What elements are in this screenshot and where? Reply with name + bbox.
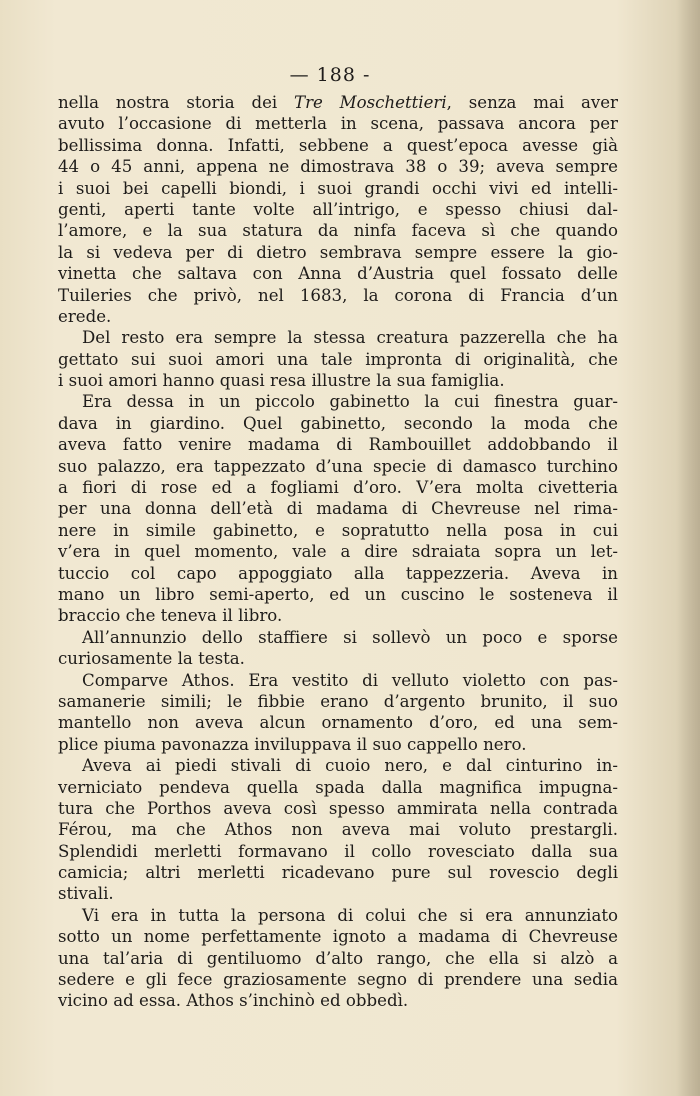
text-line: aveva fatto venire madama di Rambouillet addobbando il xyxy=(58,435,618,455)
text-line: Vi era in tutta la persona di colui che si era annunziato xyxy=(82,905,618,925)
text-line: All’annunzio dello staffiere si sollevò un poco e sporse xyxy=(82,627,618,647)
text-line: i suoi bei capelli biondi, i suoi grandi occhi vivi ed intelli- xyxy=(58,178,618,198)
text-line: Comparve Athos. Era vestito di velluto violetto con pas- xyxy=(82,670,618,690)
text-line: 44 o 45 anni, appena ne dimostrava 38 o 39; aveva sempre xyxy=(58,157,618,177)
text-line: nere in simile gabinetto, e sopratutto nella posa in cui xyxy=(58,520,618,540)
text-line: vinetta che saltava con Anna d’Austria quel fossato delle xyxy=(58,264,618,284)
text-line: erede. xyxy=(58,306,112,326)
text-line: dava in giardino. Quel gabinetto, secondo la moda che xyxy=(58,413,618,433)
text-line: braccio che teneva il libro. xyxy=(58,606,283,626)
text-line: bellissima donna. Infatti, sebbene a quest’epoca avesse già xyxy=(58,135,618,155)
text-line: i suoi amori hanno quasi resa illustre la sua famiglia. xyxy=(58,371,505,391)
text-line: stivali. xyxy=(58,884,114,904)
text-line: gettato sui suoi amori una tale impronta di originalità, che xyxy=(58,349,618,369)
text-line: mantello non aveva alcun ornamento d’oro, ed una sem- xyxy=(58,713,618,733)
text-line: avuto l’occasione di metterla in scena, passava ancora per xyxy=(58,114,618,134)
text-line: mano un libro semi-aperto, ed un cuscino le sosteneva il xyxy=(58,584,618,604)
page-number: — 188 - xyxy=(289,64,371,86)
page-edge-shadow xyxy=(676,0,700,1096)
text-line: Aveva ai piedi stivali di cuoio nero, e dal cinturino in- xyxy=(82,756,618,776)
text-line: per una donna dell’età di madama di Chevreuse nel rima- xyxy=(58,499,618,519)
text-line: Tuileries che privò, nel 1683, la corona di Francia d’un xyxy=(58,285,618,305)
text-line: plice piuma pavonazza inviluppava il suo cappello nero. xyxy=(58,734,527,754)
text-line: camicia; altri merletti ricadevano pure sul rovescio degli xyxy=(58,863,618,883)
text-line: sotto un nome perfettamente ignoto a madama di Chevreuse xyxy=(58,927,618,947)
text-line: curiosamente la testa. xyxy=(58,649,245,669)
text-line: Splendidi merletti formavano il collo rovesciato dalla sua xyxy=(58,841,618,861)
text-line: Férou, ma che Athos non aveva mai voluto prestargli. xyxy=(58,820,618,840)
body-text xyxy=(58,92,618,1012)
text-line: nella nostra storia dei Tre Moschettieri, senza mai aver xyxy=(58,93,618,112)
text-line: v’era in quel momento, vale a dire sdraiata sopra un let- xyxy=(58,542,618,562)
text-line: una tal’aria di gentiluomo d’alto rango, che ella si alzò a xyxy=(58,948,618,968)
text-line: sedere e gli fece graziosamente segno di prendere una sedia xyxy=(58,970,618,990)
text-line: genti, aperti tante volte all’intrigo, e spesso chiusi dal- xyxy=(58,199,618,219)
text-line: tura che Porthos aveva così spesso ammirata nella contrada xyxy=(58,798,618,818)
text-line: Del resto era sempre la stessa creatura pazzerella che ha xyxy=(82,328,618,348)
text-line: Era dessa in un piccolo gabinetto la cui finestra guar- xyxy=(82,392,618,412)
text-line: samanerie simili; le fibbie erano d’argento brunito, il suo xyxy=(58,691,618,711)
text-line: l’amore, e la sua statura da ninfa faceva sì che quando xyxy=(58,221,618,241)
text-line: suo palazzo, era tappezzato d’una specie di damasco turchino xyxy=(58,456,618,476)
text-line: vicino ad essa. Athos s’inchinò ed obbedì. xyxy=(58,991,409,1011)
text-line: la si vedeva per di dietro sembrava sempre essere la gio- xyxy=(58,242,618,262)
text-line: tuccio col capo appoggiato alla tappezzeria. Aveva in xyxy=(58,563,618,583)
text-line: verniciato pendeva quella spada dalla magnifica impugna- xyxy=(58,777,618,797)
text-line: a fiori di rose ed a fogliami d’oro. V’era molta civetteria xyxy=(58,478,618,498)
